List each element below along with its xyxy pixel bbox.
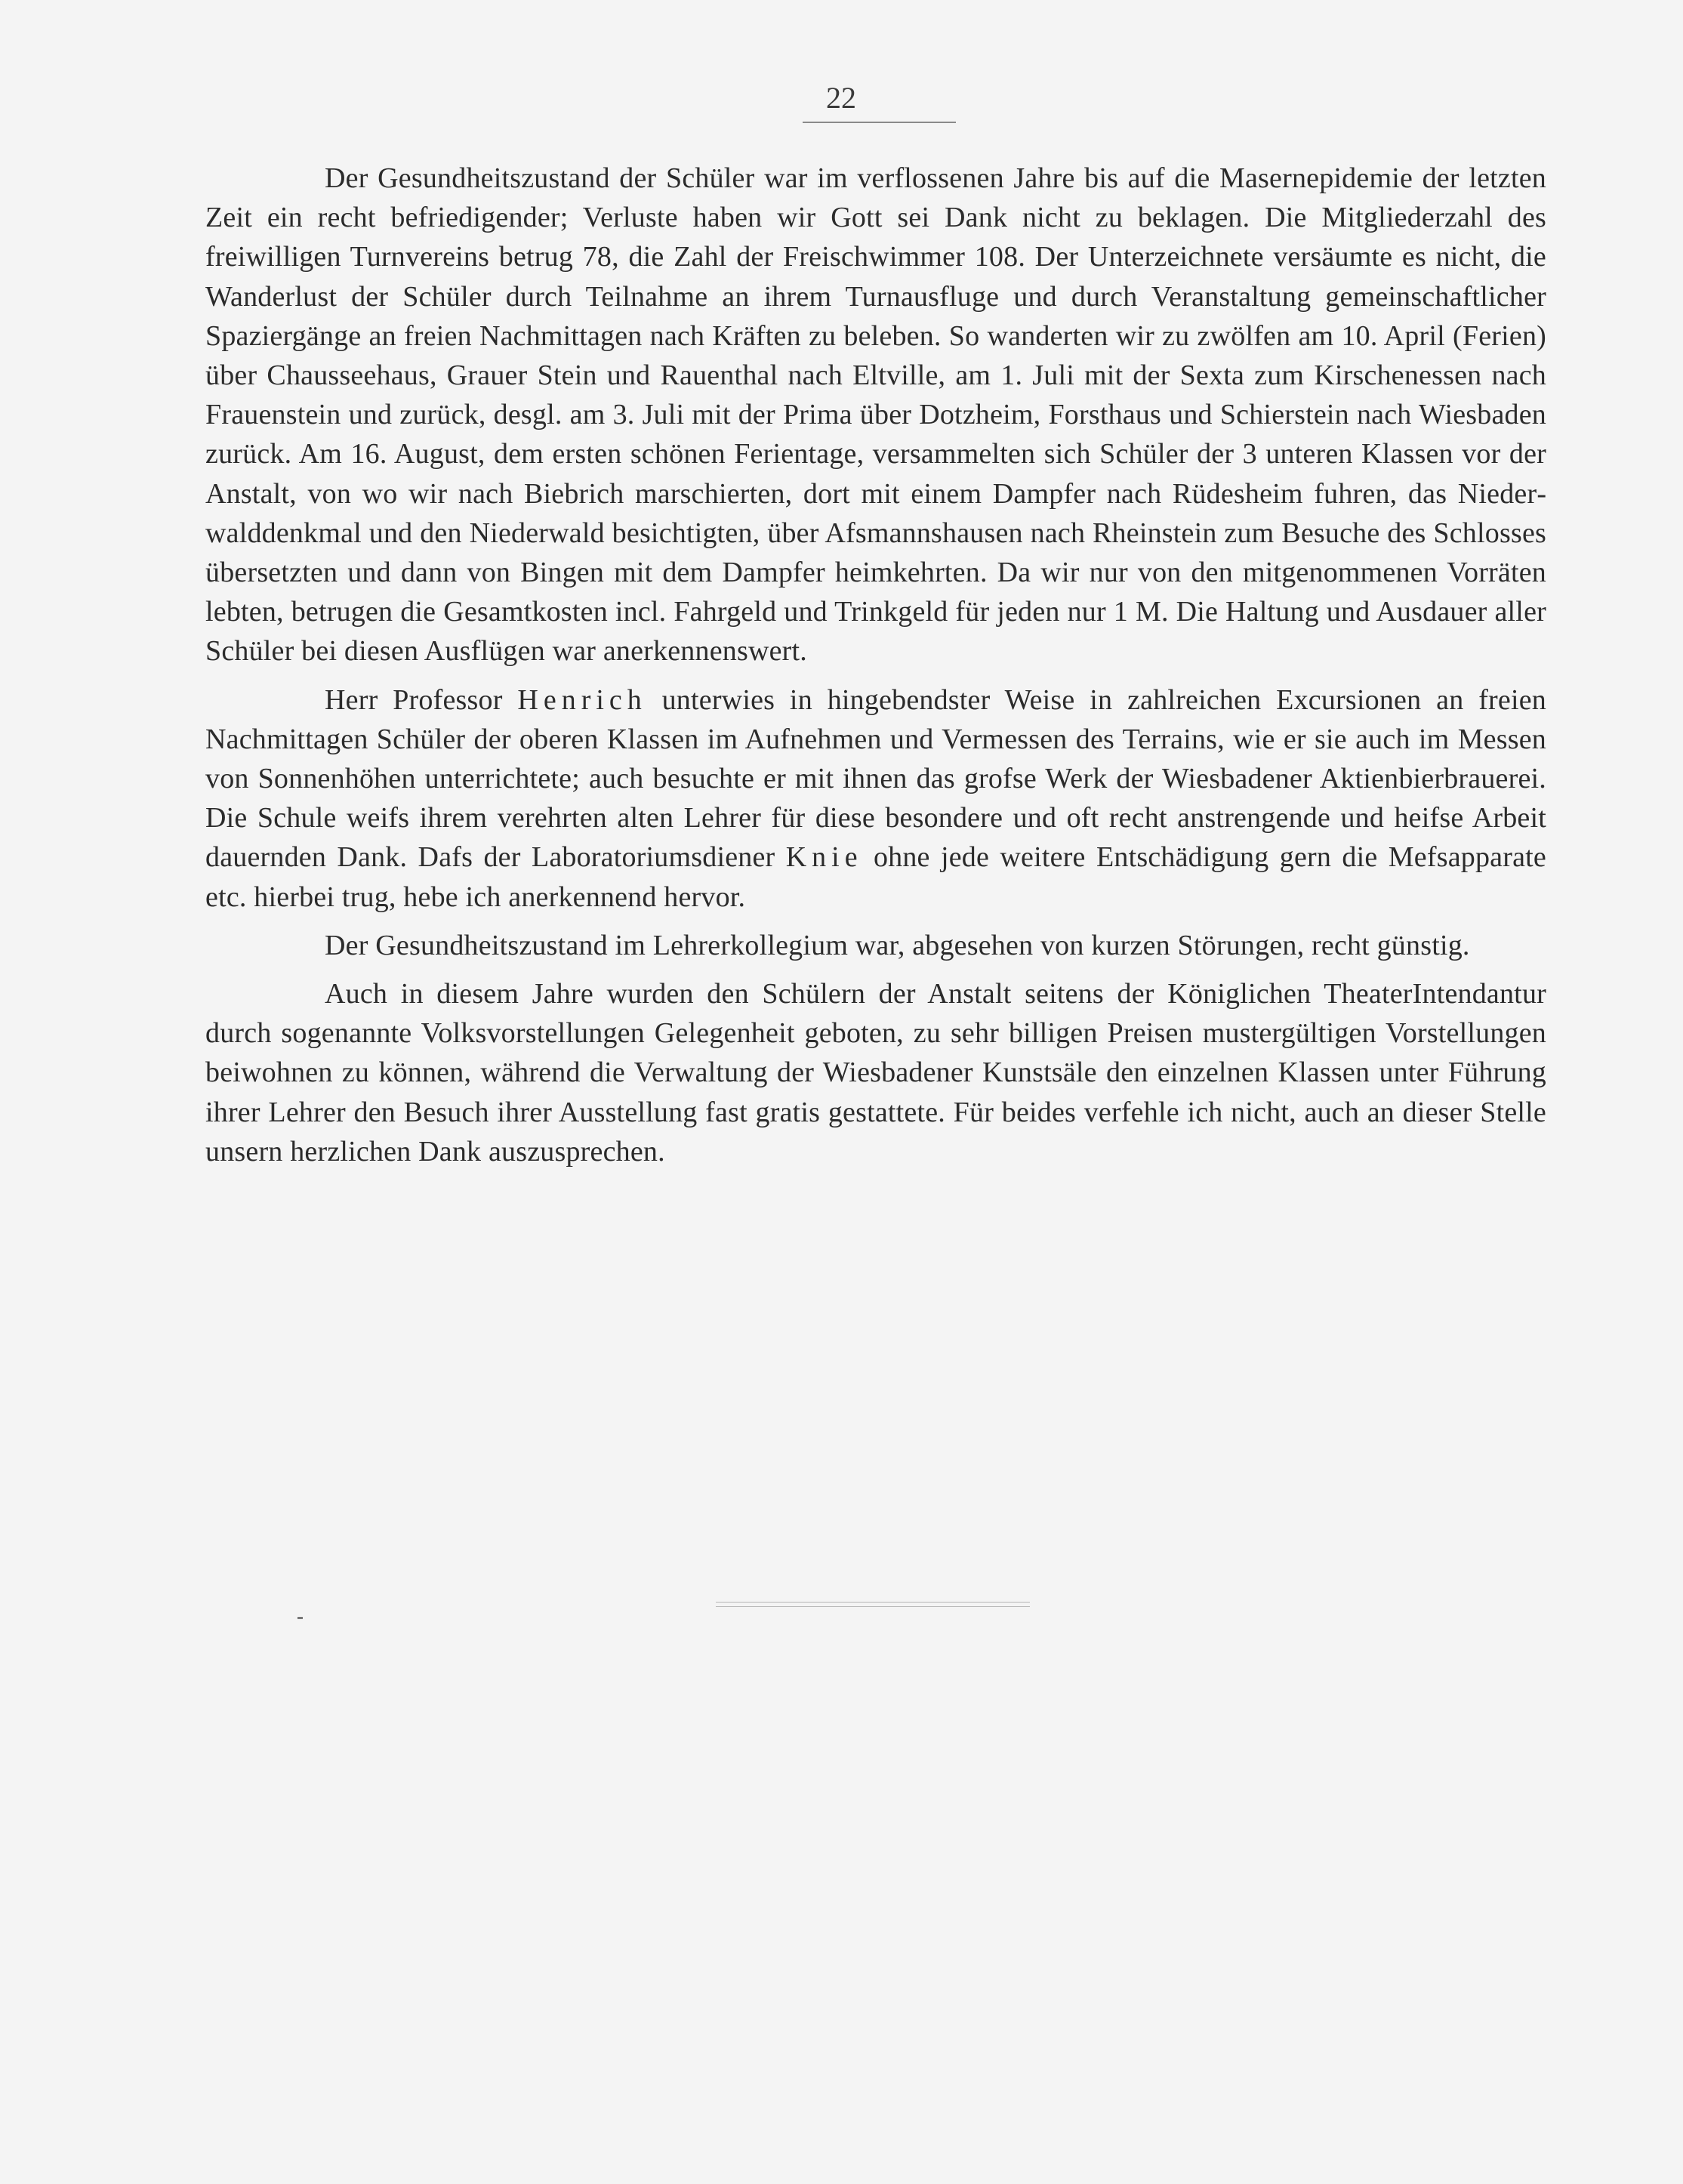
name-henrich: Henrich [517, 683, 647, 716]
paragraph-theater: Auch in diesem Jahre wurden den Schülern der Anstalt seitens der Königlichen TheaterIntendantur durch sogenannte Volksvorstellungen Gelegenheit geboten, zu sehr billigen Preisen mustergültigen Vorstellungen beiwohnen zu können, während die Verwaltung der Wiesbadener Kunstsäle den einzelnen Klassen unter Führung ihrer Lehrer den Besuch ihrer Ausstellung fast gratis gestattete. Für beides verfehle ich nicht, auch an dieser Stelle unsern herzlichen Dank auszusprechen. [205, 978, 1546, 1168]
paragraph-excursions-end: ohne jede weitere Entschädigung gern die Mefsapparate etc. hierbei trug, hebe ich anerkennend hervor. [205, 841, 1546, 913]
paragraph-excursions [205, 680, 1546, 917]
paragraph-excursions-lead: Herr Professor [325, 683, 518, 716]
name-knie: Knie [785, 841, 863, 874]
paragraph-student-health: Der Gesundheitszustand der Schüler war im verflossenen Jahre bis auf die Masernepidemie der letzten Zeit ein recht befriedigender; Verluste haben wir Gott sei Dank nicht zu beklagen. Die Mitgliederzahl des freiwilligen Turnvereins betrug 78, die Zahl der Freischwimmer 108. Der Unterzeichnete versäumte es nicht, die Wanderlust der Schüler durch Teilnahme an ihrem Turnausfluge und durch Veranstaltung gemeinschaftlicher Spaziergänge an freien Nachmittagen nach Kräften zu beleben. So wanderten wir zu zwölfen am 10. April (Ferien) über Chausseehaus, Grauer Stein und Rauenthal nach Eltville, am 1. Juli mit der Sexta zum Kirschenessen nach Frauenstein und zurück, desgl. am 3. Juli mit der Prima über Dotzheim, Forsthaus und Schierstein nach Wiesbaden zurück. Am 16. August, dem ersten schönen Ferientage, versammelten sich Schüler der 3 unteren Klassen vor der Anstalt, von wo wir nach Biebrich marschierten, dort mit einem Dampfer nach Rüdesheim fuhren, das Niederwalddenkmal und den Niederwald besichtigten, über Afsmannshausen nach Rheinstein zum Besuche des Schlosses übersetzten und dann von Bingen mit dem Dampfer heimkehrten. Da wir nur von den mitgenommenen Vorräten lebten, betrugen die Gesamtkosten incl. Fahrgeld und Trinkgeld für jeden nur 1 M. Die Haltung und Ausdauer aller Schüler bei diesen Ausflügen war anerkennenswert. [205, 162, 1546, 668]
paragraph-staff-health: Der Gesundheitszustand im Lehrerkollegium war, abgesehen von kurzen Störungen, recht günstig. [325, 929, 1470, 961]
page-number: 22 [826, 81, 856, 115]
header-rule [803, 122, 956, 123]
paragraph-excursions-middle: unterwies in hingebendster Weise in zahlreichen Excursionen an freien Nachmittagen Schüler der oberen Klassen im Aufnehmen und Vermessen des Terrains, wie er sie auch im Messen von Sonnenhöhen unterrichtete; auch besuchte er mit ihnen das grofse Werk der Wiesbadener Aktienbierbrauerei. Die Schule weifs ihrem verehrten alten Lehrer für diese besondere und oft recht anstrengende und heifse Arbeit dauernden Dank. Dafs der Laboratoriumsdiener [205, 683, 1547, 874]
body-text [205, 159, 1546, 1171]
closing-double-rule [716, 1602, 1030, 1607]
stray-ink-mark [297, 1617, 303, 1619]
